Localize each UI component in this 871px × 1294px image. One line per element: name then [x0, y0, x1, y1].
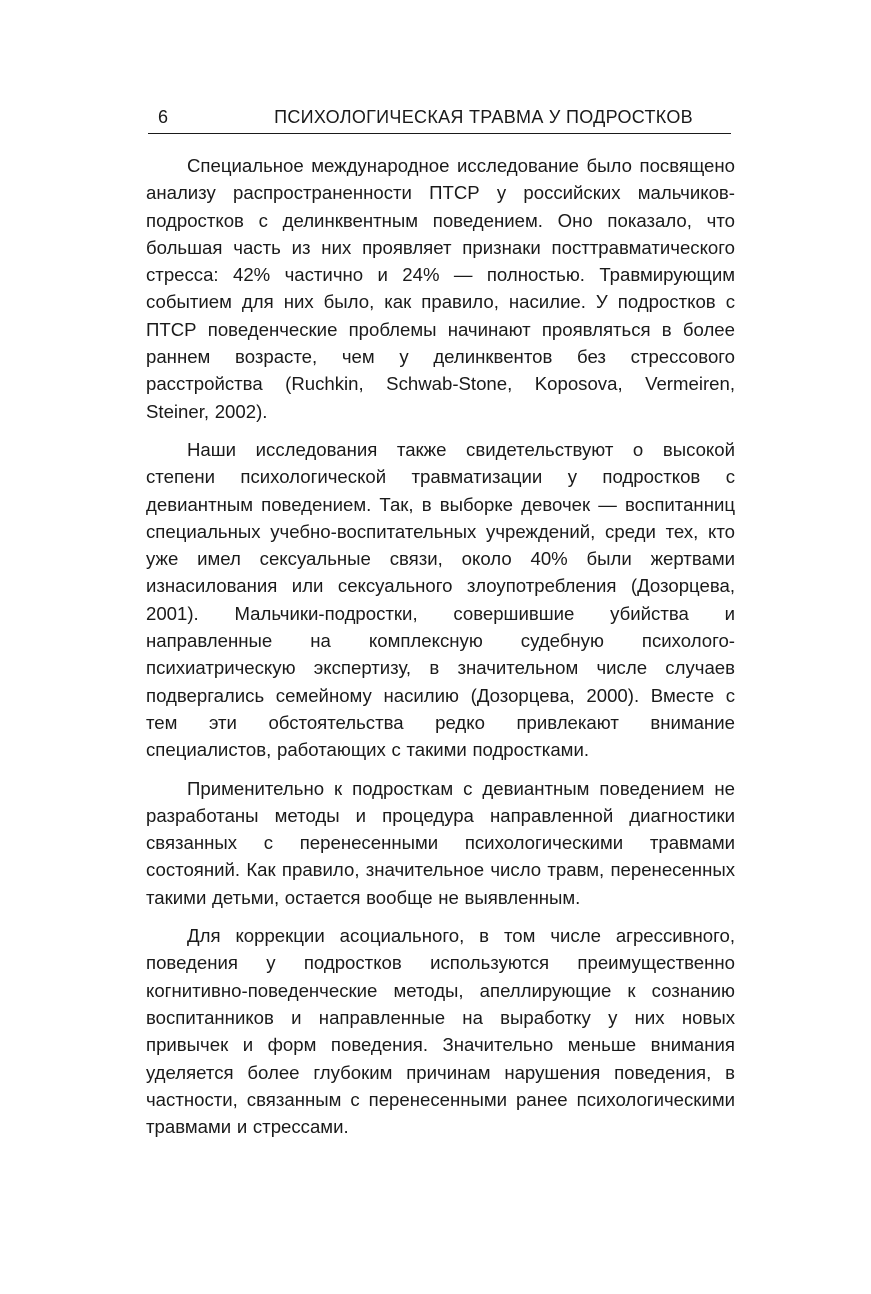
- page-number: 6: [158, 107, 169, 127]
- running-title: ПСИХОЛОГИЧЕСКАЯ ТРАВМА У ПОДРОСТКОВ: [274, 107, 693, 127]
- paragraph-1: Специальное международное исследование было посвящено анализу распространенности ПТСР у российских мальчиков-подростков с делинквентным поведением. Оно показало, что большая часть из них проявляет признаки посттравматического стресса: 42% частично и 24% — полностью. Травмирующим событием для них было, как правило, насилие. У подростков с ПТСР поведенческие проблемы начинают проявляться в более раннем возрасте, чем у делинквентов без стрессового расстройства (Ruchkin, Schwab-Stone, Koposova, Vermeiren, Steiner, 2002).: [146, 155, 735, 422]
- paragraph-4: Для коррекции асоциального, в том числе агрессивного, поведения у подростков используются преимущественно когнитивно-поведенческие методы, апеллирующие к сознанию воспитанников и направленные на выработку у них новых привычек и форм поведения. Значительно меньше внимания уделяется более глубоким причинам нарушения поведения, в частности, связанным с перенесенными ранее психологическими травмами и стрессами.: [146, 925, 735, 1138]
- paragraph-2: Наши исследования также свидетельствуют о высокой степени психологической травматизации у подростков с девиантным поведением. Так, в выборке девочек — воспитанниц специальных учебно-воспитательных учреждений, среди тех, кто уже имел сексуальные связи, около 40% были жертвами изнасилования или сексуального злоупотребления (Дозорцева, 2001). Мальчики-подростки, совершившие убийства и направленные на комплексную судебную психолого-психиатрическую экспертизу, в значительном числе случаев подвергались семейному насилию (Дозорцева, 2000). Вместе с тем эти обстоятельства редко привлекают внимание специалистов, работающих с такими подростками.: [146, 438, 735, 761]
- body-text: [146, 152, 735, 1151]
- paragraph-3: Применительно к подросткам с девиантным поведением не разработаны методы и процедура направленной диагностики связанных с перенесенными психологическими травмами состояний. Как правило, значительное число травм, перенесенных такими детьми, остается вообще не выявленным.: [146, 777, 735, 908]
- running-header: [148, 107, 731, 134]
